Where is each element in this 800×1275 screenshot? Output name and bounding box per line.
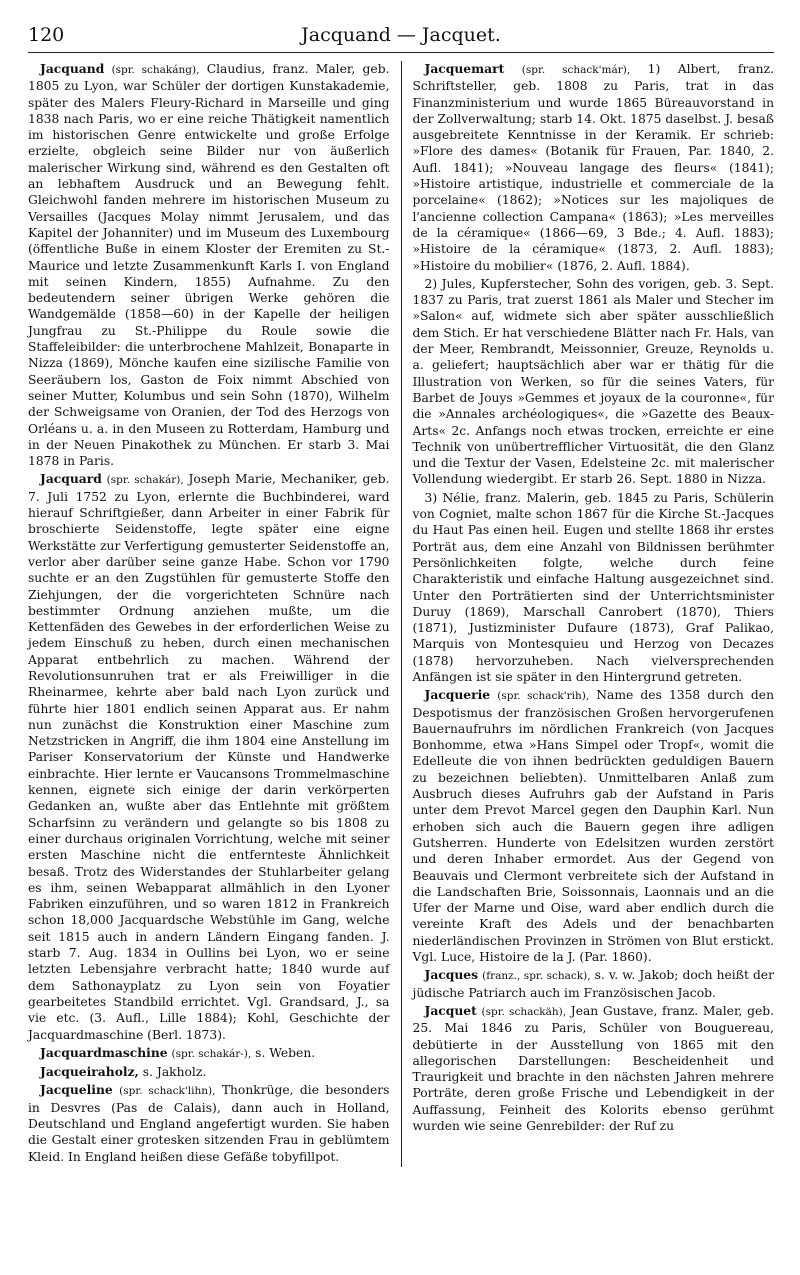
entry-text: s. Jakholz.: [142, 1065, 207, 1080]
entry-text: Thonkrüge, die besonders in Desvres (Pas de Calais), dann auch in Holland, Deutschland und England angefertigt wurden. Sie haben die Gestalt einer grotesken sitzenden Frau in geblümtem Kleid. In England heißen diese Gefäße tobyfillpot.: [28, 1083, 390, 1164]
entry-headword: Jacquemart: [424, 61, 505, 76]
dictionary-entry: [28, 1064, 390, 1080]
right-column: [406, 61, 775, 1167]
entry-text: s. Weben.: [255, 1045, 316, 1060]
entry-text: Name des 1358 durch den Despotismus der französischen Großen hervorgerufenen Bauernaufruhrs im nördlichen Frankreich (von Jacques Bonhomme, etwa »Hans Simpel oder Tropf«, womit die Edelleute die von ihnen bedrückten geduldigen Bauern zu bezeichnen beliebten). Unmittelbaren Anlaß zum Ausbruch dieses Aufruhrs gab der Aufstand in Paris unter dem Prevot Marcel gegen den Dauphin Karl. Nun erhoben sich auch die Bauern gegen ihre adligen Gutsherren. Hunderte von Edelsitzen wurden zerstört und deren Inhaber ermordet. Aus der Gegend von Beauvais und Clermont verbreitete sich der Aufstand in die Landschaften Brie, Soissonnais, Laonnais und an die Ufer der Marne und Oise, ward aber endlich durch die vereinte Kraft des Adels und der benachbarten niederländischen Provinzen in Strömen von Blut erstickt. Vgl. Luce, Histoire de la J. (Par. 1860).: [412, 688, 774, 965]
page-header: [28, 22, 774, 53]
entry-pronunciation: (franz., spr. schack),: [482, 970, 591, 983]
dictionary-entry: [28, 1045, 390, 1062]
entry-text: 3) Nélie, franz. Malerin, geb. 1845 zu Paris, Schülerin von Cogniet, malte schon 1867 für die Kirche St.-Jacques du Haut Pas einen heil. Eugen und stellte 1868 ihr erstes Porträt aus, dem eine Anzahl von Bildnissen berühmter Persönlichkeiten folgte, welche durch feine Charakteristik und einfache Haltung ausgezeichnet sind. Unter den Porträtierten sind der Unterrichtsminister Duruy (1869), Marschall Canrobert (1870), Thiers (1871), Justizminister Dufaure (1873), Graf Palikao, Marquis von Montesquieu und Herzog von Decazes (1878) hervorzuheben. Nach vielversprechenden Anfängen ist sie später in den Hintergrund getreten.: [412, 490, 774, 684]
entry-text: s. v. w. Jakob; doch heißt der jüdische Patriarch auch im Französischen Jacob.: [412, 968, 774, 1000]
entry-headword: Jacques: [424, 967, 479, 983]
dictionary-entry: [28, 471, 390, 1042]
entry-text: 1) Albert, franz. Schriftsteller, geb. 1808 zu Paris, trat in das Finanzministerium und wurde 1865 Büreauvorstand in der Zollverwaltung; starb 14. Okt. 1875 daselbst. J. besaß ausgebreitete Kenntnisse in der Keramik. Er schrieb: »Flore des dames« (Botanik für Frauen, Par. 1840, 2. Aufl. 1841); »Nouveau langage des fleurs« (1841); »Histoire artistique, industrielle et commerciale de la porcelaine« (1862); »Notices sur les majoliques de l'ancienne collection Campana« (1863); »Les merveilles de la céramique« (1866—69, 3 Bde.; 4. Aufl. 1883); »Histoire de la céramique« (1873, 2. Aufl. 1883); »Histoire du mobilier« (1876, 2. Aufl. 1884).: [412, 62, 774, 273]
entry-pronunciation: (spr. schakáng),: [111, 64, 200, 76]
entry-text: Claudius, franz. Maler, geb. 1805 zu Lyon, war Schüler der dortigen Kunstakademie, später des Malers Fleury-Richard in Marseille und ging 1838 nach Paris, wo er eine reiche Thätigkeit namentlich im historischen Genre entwickelte und große Erfolge erzielte, obgleich seine Bilder nur von äußerlich malerischer Wirkung sind, während es den Gestalten oft an lebhaftem Ausdruck und an Bewegung fehlt. Gleichwohl fanden mehrere im historischen Museum zu Versailles (Jacques Molay nimmt Jerusalem, und das Kapitel der Johanniter) und im Museum des Luxembourg (öffentliche Buße in einem Kloster der Eremiten zu St.-Maurice und letzte Zusammenkunft Karls I. von England mit seinen Kindern, 1855) Aufnahme. Zu den bedeutendern seiner übrigen Werke gehören die Wandgemälde (1858—60) in der Kapelle der heiligen Jungfrau zu St.-Philippe du Roule sowie die Staffeleibilder: die unterbrochene Mahlzeit, Bonaparte in Nizza (1869), Mönche kaufen eine sizilische Familie von Seeräubern los, Gaston de Foix nimmt Abschied von seiner Mutter, Kolumbus und sein Sohn (1870), Wilhelm der Schweigsame von Oranien, der Tod des Herzogs von Orléans u. a. in den Museen zu Rotterdam, Hamburg und in der Neuen Pinakothek zu München. Er starb 3. Mai 1878 in Paris.: [28, 62, 390, 469]
entry-text: Jean Gustave, franz. Maler, geb. 25. Mai 1846 zu Paris, Schüler von Bouguereau, debütierte in der Ausstellung von 1865 mit den allegorischen Darstellungen: Bescheidenheit und Traurigkeit und brachte in den nächsten Jahren mehrere Porträte, deren große Frische und Lebendigkeit in der Auffassung, Feinheit des Kolorits ebenso gerühmt wurden wie seine Genrebilder: der Ruf zu: [412, 1003, 775, 1133]
entry-headword: Jacquet: [424, 1002, 477, 1018]
page-number: 120: [28, 24, 65, 46]
entry-text: 2) Jules, Kupferstecher, Sohn des vorigen, geb. 3. Sept. 1837 zu Paris, trat zuerst 1861 als Maler und Stecher im »Salon« auf, widmete sich aber später ausschließlich dem Stich. Er hat verschiedene Blätter nach Fr. Hals, van der Meer, Rembrandt, Meissonnier, Greuze, Reynolds u. a. geliefert; hauptsächlich aber war er thätig für die Illustration von Werken, so für die seines Vaters, für Barbet de Jouys »Gemmes et joyaux de la couronne«, für die »Annales archéologiques«, die »Gazette des Beaux-Arts« 2c. Anfangs noch etwas trocken, erreichte er eine Technik von unübertrefflicher Virtuosität, die den Glanz und die Textur der Vasen, Edelsteine 2c. mit malerischer Vollendung wiedergibt. Er starb 26. Sept. 1880 in Nizza.: [412, 276, 774, 487]
dictionary-entry: [413, 967, 775, 1001]
entry-pronunciation: (spr. schack'lihn),: [119, 1085, 216, 1098]
text-columns: [28, 61, 774, 1167]
dictionary-entry: [413, 490, 775, 686]
dictionary-entry: [413, 687, 775, 965]
dictionary-entry: [413, 61, 775, 274]
entry-pronunciation: (spr. schakár),: [106, 474, 184, 487]
entry-headword: Jacquardmaschine: [40, 1044, 168, 1060]
entry-pronunciation: (spr. schack'rih),: [497, 690, 590, 703]
entry-pronunciation: (spr. schack'már),: [521, 64, 631, 76]
entry-headword: Jacqueline: [40, 1082, 113, 1098]
entry-pronunciation: (spr. schackäh),: [481, 1005, 567, 1018]
dictionary-entry: [28, 1082, 390, 1164]
dictionary-entry: [413, 1003, 775, 1134]
entry-text: Joseph Marie, Mechaniker, geb. 7. Juli 1752 zu Lyon, erlernte die Buchbinderei, ward hierauf Schriftgießer, dann Arbeiter in einer Fabrik für broschierte Seidenstoffe, legte später eine eigne Werkstätte zur Verfertigung gemusterter Seidenstoffe an, verlor aber darüber seine ganze Habe. Schon vor 1790 suchte er an den Zugstühlen für gemusterte Stoffe den Ziehjungen, der die vorgerichteten Schnüre nach bestimmter Ordnung anziehen mußte, um die Kettenfäden des Gewebes in der erforderlichen Weise zu jedem Einschuß zu heben, durch einen mechanischen Apparat entbehrlich zu machen. Während der Revolutionsunruhen trat er als Freiwilliger in die Rheinarmee, kehrte aber bald nach Lyon zurück und führte hier 1801 endlich seinen Apparat aus. Er nahm nun zunächst die Konstruktion einer Maschine zum Netzstricken in Angriff, die ihm 1804 eine Anstellung im Pariser Konservatorium der Künste und Handwerke einbrachte. Hier lernte er Vaucansons Trommelmaschine kennen, eignete sich einige der darin verkörperten Gedanken an, wußte aber das Entlehnte mit größtem Scharfsinn zu verändern und gelangte so bis 1808 zu einer durchaus originalen Vorrichtung, welche mit seiner ersten Maschine nicht die entfernteste Ähnlichkeit besaß. Trotz des Widerstandes der Stuhlarbeiter gelang es ihm, seinen Webapparat allmählich in den Lyoner Fabriken einzuführen, und so waren 1812 in Frankreich schon 18,000 Jacquardsche Webstühle im Gang, welche seit 1815 auch in andern Ländern Eingang fanden. J. starb 7. Aug. 1834 in Oullins bei Lyon, wo er seine letzten Lebensjahre verbracht hatte; 1840 wurde auf dem Sathonayplatz zu Lyon sein von Foyatier gearbeitetes Standbild errichtet. Vgl. Grandsard, J., sa vie etc. (3. Aufl., Lille 1884); Kohl, Geschichte der Jacquardmaschine (Berl. 1873).: [28, 472, 390, 1042]
entry-headword: Jacquand: [40, 61, 105, 76]
dictionary-entry: [413, 276, 775, 488]
entry-headword: Jacquard: [40, 471, 102, 487]
entry-headword: Jacquerie: [424, 687, 491, 703]
entry-headword: Jacqueiraholz,: [40, 1064, 139, 1080]
column-divider: [401, 61, 402, 1167]
running-head: Jacquand — Jacquet.: [301, 24, 501, 46]
dictionary-entry: [28, 61, 390, 469]
left-column: [28, 61, 397, 1167]
entry-pronunciation: (spr. schakár-),: [171, 1047, 252, 1060]
